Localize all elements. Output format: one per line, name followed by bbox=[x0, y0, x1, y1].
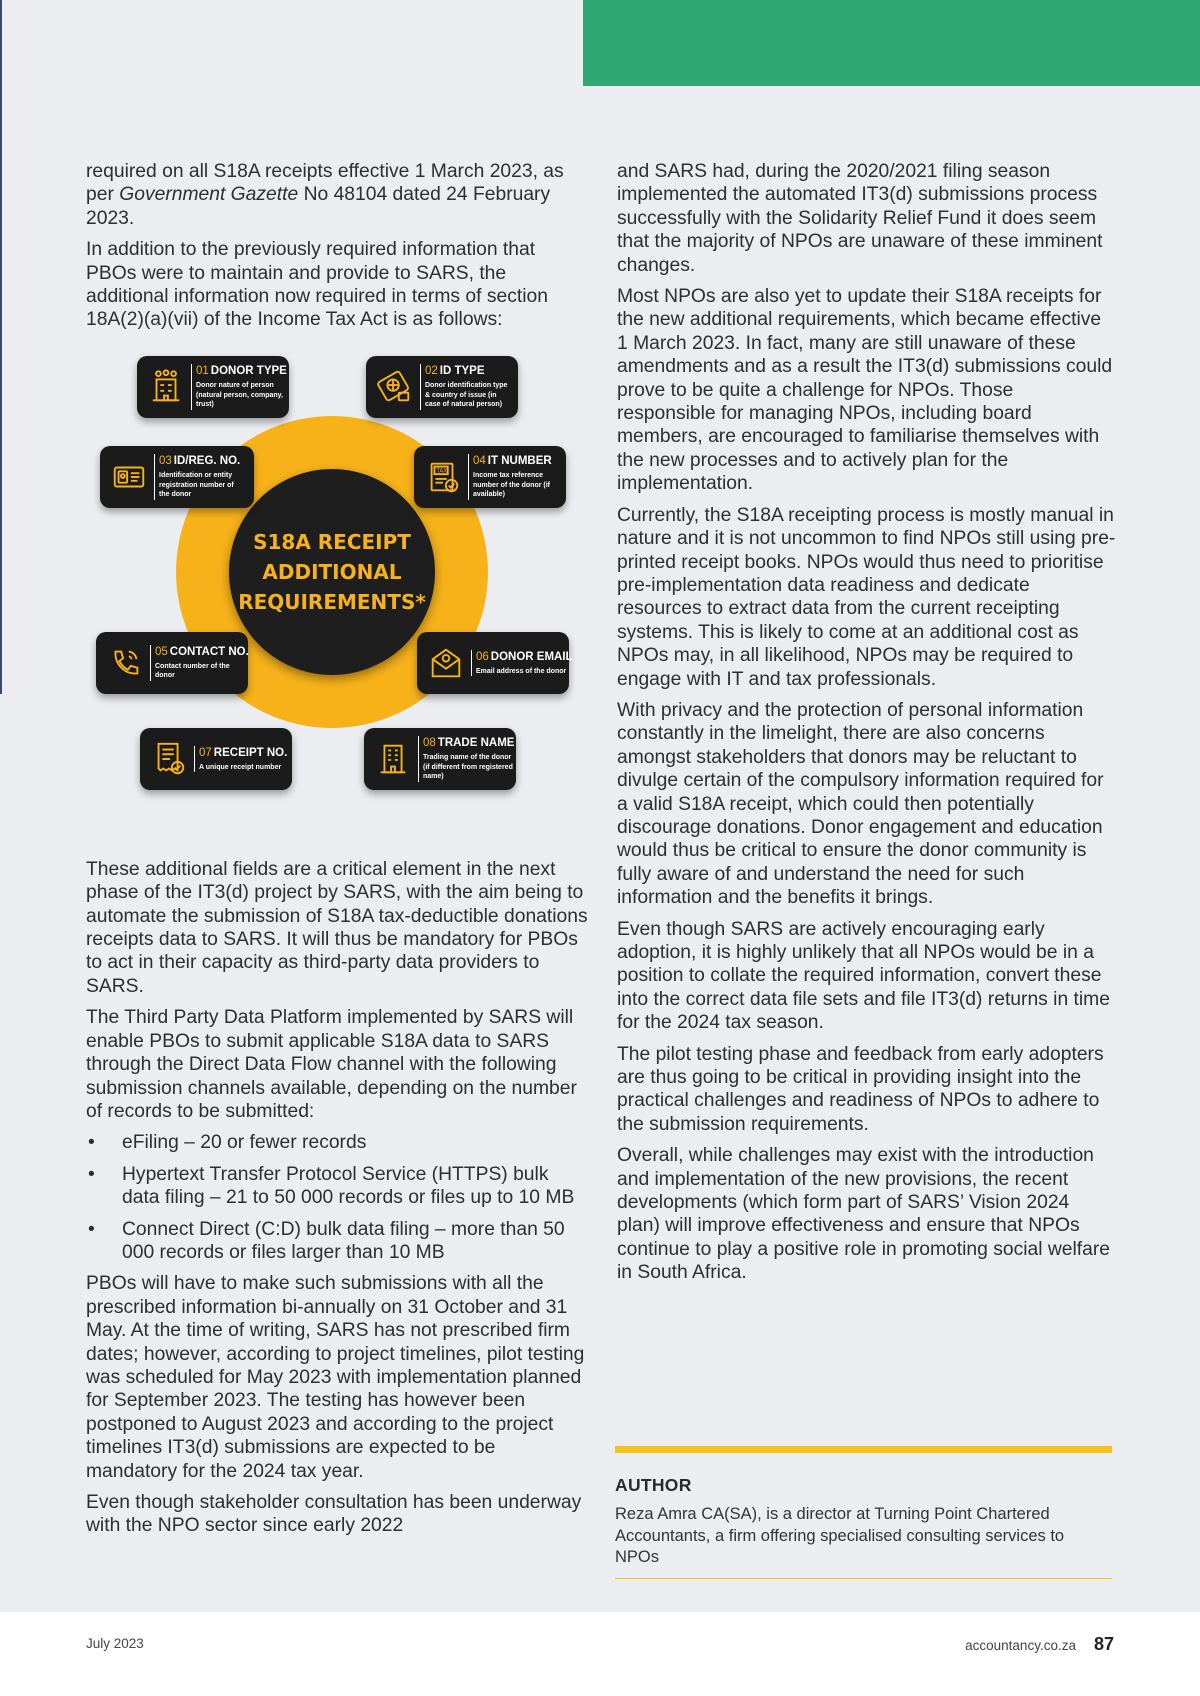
paragraph: required on all S18A receipts effective 1 March 2023, as per Government Gazette No 48104 dated 24 February 2023. bbox=[86, 161, 564, 229]
list-item: • Hypertext Transfer Protocol Service (HTTPS) bulk data filing – 21 to 50 000 records or files up to 10 MB bbox=[86, 1163, 588, 1210]
left-column bbox=[86, 160, 588, 1546]
paragraph: and SARS had, during the 2020/2021 filing season implemented the automated IT3(d) submissions process successfully with the Solidarity Relief Fund it does seem that the majority of NPOs are unaware of these imminent changes. bbox=[617, 161, 1103, 276]
footer-right bbox=[965, 1634, 1114, 1655]
author-box bbox=[615, 1446, 1112, 1579]
card-description: Donor nature of person (natural person, company, trust) bbox=[196, 382, 283, 409]
requirement-card-id-reg-no bbox=[100, 446, 254, 508]
card-description: Identification or entity registration number of the donor bbox=[159, 472, 234, 499]
card-description: Email address of the donor bbox=[476, 667, 567, 675]
footer-site-link[interactable]: accountancy.co.za bbox=[965, 1638, 1076, 1653]
infographic-title: S18A RECEIPT ADDITIONAL REQUIREMENTS* bbox=[238, 529, 426, 614]
id-card-icon bbox=[108, 456, 150, 498]
receipt-check-icon bbox=[148, 738, 190, 780]
card-number: 03 bbox=[159, 455, 172, 468]
phone-icon bbox=[104, 642, 146, 684]
card-title: RECEIPT NO. bbox=[213, 746, 288, 759]
requirement-card-donor-type bbox=[137, 356, 289, 418]
header-color-bar bbox=[583, 0, 1200, 86]
globe-id-icon bbox=[374, 366, 416, 408]
paragraph: Even though SARS are actively encouraging early adoption, it is highly unlikely that all NPOs would be in a position to collate the required information, convert these into the correct data file sets and file IT3(d) returns in time for the 2024 tax season. bbox=[617, 918, 1110, 1034]
email-icon bbox=[425, 642, 467, 684]
card-title: CONTACT NO. bbox=[169, 645, 249, 658]
requirement-card-trade-name bbox=[364, 728, 516, 790]
requirement-card-receipt-no bbox=[140, 728, 292, 790]
card-number: 07 bbox=[199, 746, 212, 759]
submission-channels-list bbox=[86, 1131, 588, 1264]
card-description: Income tax reference number of the donor (if available) bbox=[473, 472, 550, 499]
card-number: 06 bbox=[476, 650, 489, 663]
paragraph: With privacy and the protection of personal information constantly in the limelight, there are also concerns amongst stakeholders that donors may be reluctant to divulge certain of the compulsory information required for a valid S18A receipt, which could then potentially discourage donations. Donor engagement and education would thus be critical to ensure the donor community is fully aware of and understand the need for such information and the benefits it brings. bbox=[617, 699, 1104, 909]
page-edge-line bbox=[0, 0, 2, 694]
card-title: DONOR EMAIL bbox=[490, 650, 573, 663]
right-column bbox=[617, 160, 1117, 1293]
card-title: DONOR TYPE bbox=[210, 365, 287, 378]
card-description: Trading name of the donor (if different from registered name) bbox=[423, 754, 513, 781]
office-building-icon bbox=[372, 738, 414, 780]
building-people-icon bbox=[145, 366, 187, 408]
card-number: 01 bbox=[196, 365, 209, 378]
footer-date: July 2023 bbox=[86, 1636, 144, 1651]
card-number: 04 bbox=[473, 455, 486, 468]
tax-form-icon bbox=[422, 456, 464, 498]
requirement-card-it-number bbox=[414, 446, 566, 508]
card-number: 02 bbox=[425, 365, 438, 378]
paragraph: Currently, the S18A receipting process is mostly manual in nature and it is not uncommon to find NPOs still using pre-printed receipt books. NPOs would thus need to prioritise pre-implementation data readiness and dedicate resources to extract data from the current receipting systems. This is likely to come at an additional cost as NPOs may, in all likelihood, NPOs may be required to engage with IT and tax professionals. bbox=[617, 504, 1116, 690]
paragraph: Most NPOs are also yet to update their S18A receipts for the new additional requirements, which became effective 1 March 2023. In fact, many are still unaware of these amendments and as a result the IT3(d) submissions could prove to be quite a challenge for NPOs. Those responsible for managing NPOs, including board members, are encouraged to familiarise themselves with the new processes and to actively plan for the implementation. bbox=[617, 286, 1113, 495]
card-title: ID TYPE bbox=[439, 365, 485, 378]
card-number: 08 bbox=[423, 737, 436, 750]
paragraph: In addition to the previously required information that PBOs were to maintain and provide to SARS, the additional information now required in terms of section 18A(2)(a)(vii) of the Income Tax Act is as follows: bbox=[86, 239, 548, 331]
paragraph: The Third Party Data Platform implemented by SARS will enable PBOs to submit applicable S18A data to SARS through the Direct Data Flow channel with the following submission channels available, depending on the number of records to be submitted: bbox=[86, 1007, 577, 1122]
card-description: A unique receipt number bbox=[199, 763, 282, 771]
infographic-center bbox=[229, 469, 435, 675]
requirement-card-donor-email bbox=[417, 632, 573, 694]
requirement-card-contact-no bbox=[96, 632, 248, 694]
card-title: IT NUMBER bbox=[487, 455, 552, 468]
s18a-requirements-infographic bbox=[86, 350, 586, 850]
author-bio: Reza Amra CA(SA), is a director at Turning Point Chartered Accountants, a firm offering specialised consulting services to NPOs bbox=[615, 1504, 1112, 1579]
requirement-card-id-type bbox=[366, 356, 518, 418]
paragraph: Overall, while challenges may exist with the introduction and implementation of the new provisions, the recent developments (which form part of SARS’ Vision 2024 plan) will improve effectiveness and ensure that NPOs continue to play a positive role in promoting social welfare in South Africa. bbox=[617, 1145, 1111, 1284]
svg-text:TAX: TAX bbox=[436, 468, 448, 475]
card-description: Contact number of the donor bbox=[155, 662, 230, 680]
card-number: 05 bbox=[155, 645, 168, 658]
page-number: 87 bbox=[1093, 1634, 1114, 1654]
paragraph: Even though stakeholder consultation has been underway with the NPO sector since early 2022 bbox=[86, 1492, 582, 1537]
paragraph: PBOs will have to make such submissions with all the prescribed information bi-annually on 31 October and 31 May. At the time of writing, SARS has not prescribed firm dates; however, according to project timelines, pilot testing was scheduled for May 2023 with implementation planned for September 2023. The testing has however been postponed to August 2023 and according to the project timelines IT3(d) submissions are expected to be mandatory for the 2024 tax year. bbox=[86, 1273, 585, 1482]
paragraph: These additional fields are a critical element in the next phase of the IT3(d) project by SARS, with the aim being to automate the submission of S18A tax-deductible donations receipts data to SARS. It will thus be mandatory for PBOs to act in their capacity as third-party data providers to SARS. bbox=[86, 858, 588, 997]
list-item: • eFiling – 20 or fewer records bbox=[86, 1131, 588, 1154]
card-description: Donor identification type & country of issue (in case of natural person) bbox=[425, 382, 508, 409]
author-heading: AUTHOR bbox=[615, 1475, 692, 1495]
card-title: ID/REG. NO. bbox=[173, 455, 241, 468]
list-item: • Connect Direct (C:D) bulk data filing – more than 50 000 records or files larger than 10 MB bbox=[86, 1218, 588, 1265]
paragraph: The pilot testing phase and feedback from early adopters are thus going to be critical in providing insight into the practical challenges and readiness of NPOs to adhere to the submission requirements. bbox=[617, 1043, 1104, 1135]
card-title: TRADE NAME bbox=[437, 737, 515, 750]
